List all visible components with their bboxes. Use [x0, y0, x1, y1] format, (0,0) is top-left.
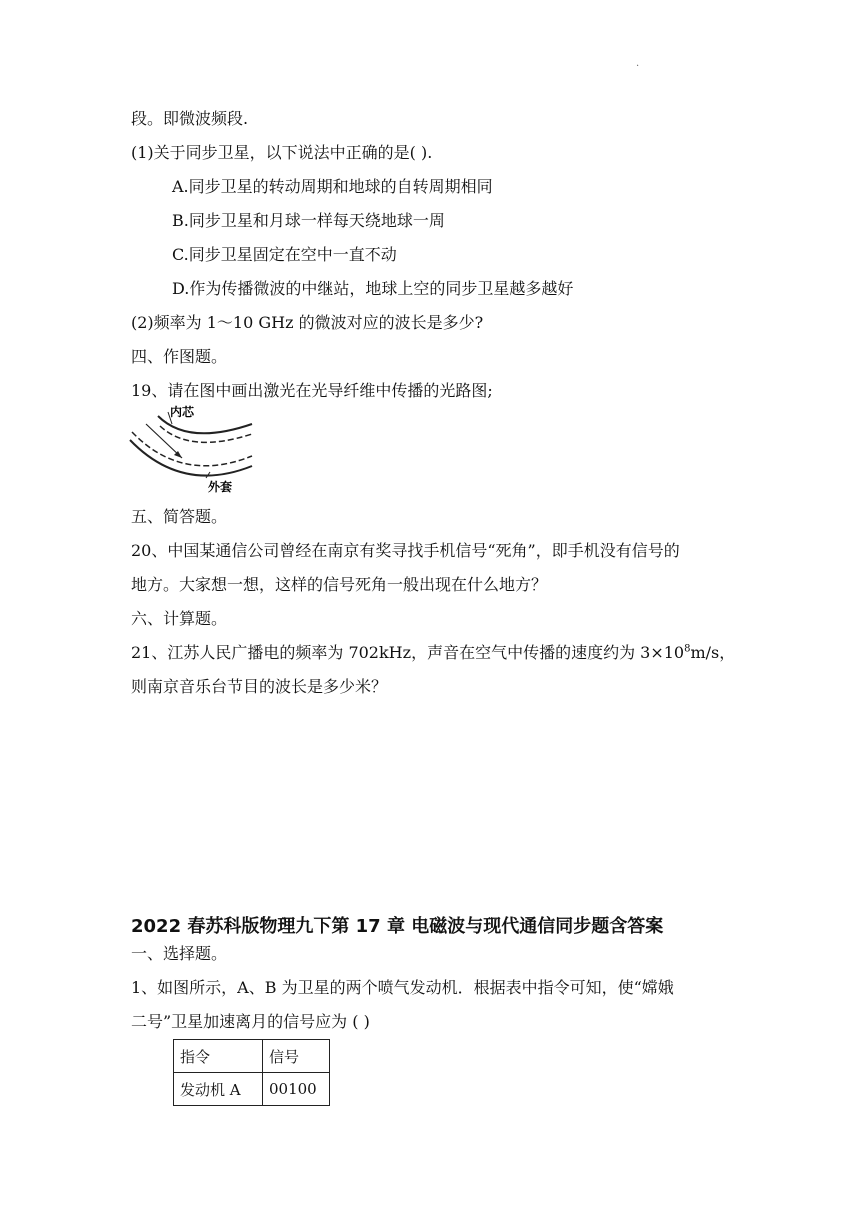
question-20-line-2: 地方。大家想一想，这样的信号死角一般出现在什么地方？ [131, 575, 548, 594]
question-19: 19、请在图中画出激光在光导纤维中传播的光路图; [131, 381, 493, 400]
question-1-new-line-1: 1、如图所示，A、B 为卫星的两个喷气发动机．根据表中指令可知，使“嫦娥 [131, 978, 674, 997]
command-signal-table [173, 1039, 330, 1106]
question-1: (1)关于同步卫星，以下说法中正确的是( ). [131, 143, 433, 162]
table-cell: 发动机 A [174, 1073, 263, 1106]
top-mark: . [636, 58, 640, 69]
fiber-outer-lower-line [130, 440, 252, 476]
question-21-unit: m/s， [690, 643, 736, 662]
option-c: C.同步卫星固定在空中一直不动 [172, 245, 397, 264]
option-a: A.同步卫星的转动周期和地球的自转周期相同 [172, 177, 493, 196]
label-inner-core: 内芯 [170, 405, 195, 419]
section-heading-1: 一、选择题。 [131, 944, 228, 963]
option-b: B.同步卫星和月球一样每天绕地球一周 [172, 211, 445, 230]
section-heading-6: 六、计算题。 [131, 609, 228, 628]
option-d: D.作为传播微波的中继站，地球上空的同步卫星越多越好 [172, 279, 574, 298]
question-20-line-1: 20、中国某通信公司曾经在南京有奖寻找手机信号“死角”，即手机没有信号的 [131, 541, 680, 560]
table-header-cell: 指令 [174, 1040, 263, 1073]
question-21-line-1 [131, 643, 735, 663]
table-header-row [174, 1040, 330, 1073]
text-line: 段。即微波频段. [131, 109, 249, 128]
optical-fiber-figure [128, 402, 254, 494]
section-heading-4: 四、作图题。 [131, 347, 228, 366]
fiber-inner-lower-dash [132, 432, 252, 466]
table-header-cell: 信号 [263, 1040, 330, 1073]
document-title: 2022 春苏科版物理九下第 17 章 电磁波与现代通信同步题含答案 [131, 916, 664, 937]
label-outer-cladding: 外套 [208, 480, 233, 494]
table-cell: 00100 [263, 1073, 330, 1106]
question-21-line-2: 则南京音乐台节目的波长是多少米？ [131, 677, 388, 696]
section-heading-5: 五、简答题。 [131, 507, 228, 526]
exponent: 8 [684, 643, 691, 655]
question-1-new-line-2: 二号”卫星加速离月的信号应为 ( ) [131, 1012, 370, 1031]
table-row [174, 1073, 330, 1106]
question-21-text: 21、江苏人民广播电的频率为 702kHz，声音在空气中传播的速度约为 3×10 [131, 643, 685, 662]
question-2: (2)频率为 1～10 GHz 的微波对应的波长是多少? [131, 313, 484, 332]
